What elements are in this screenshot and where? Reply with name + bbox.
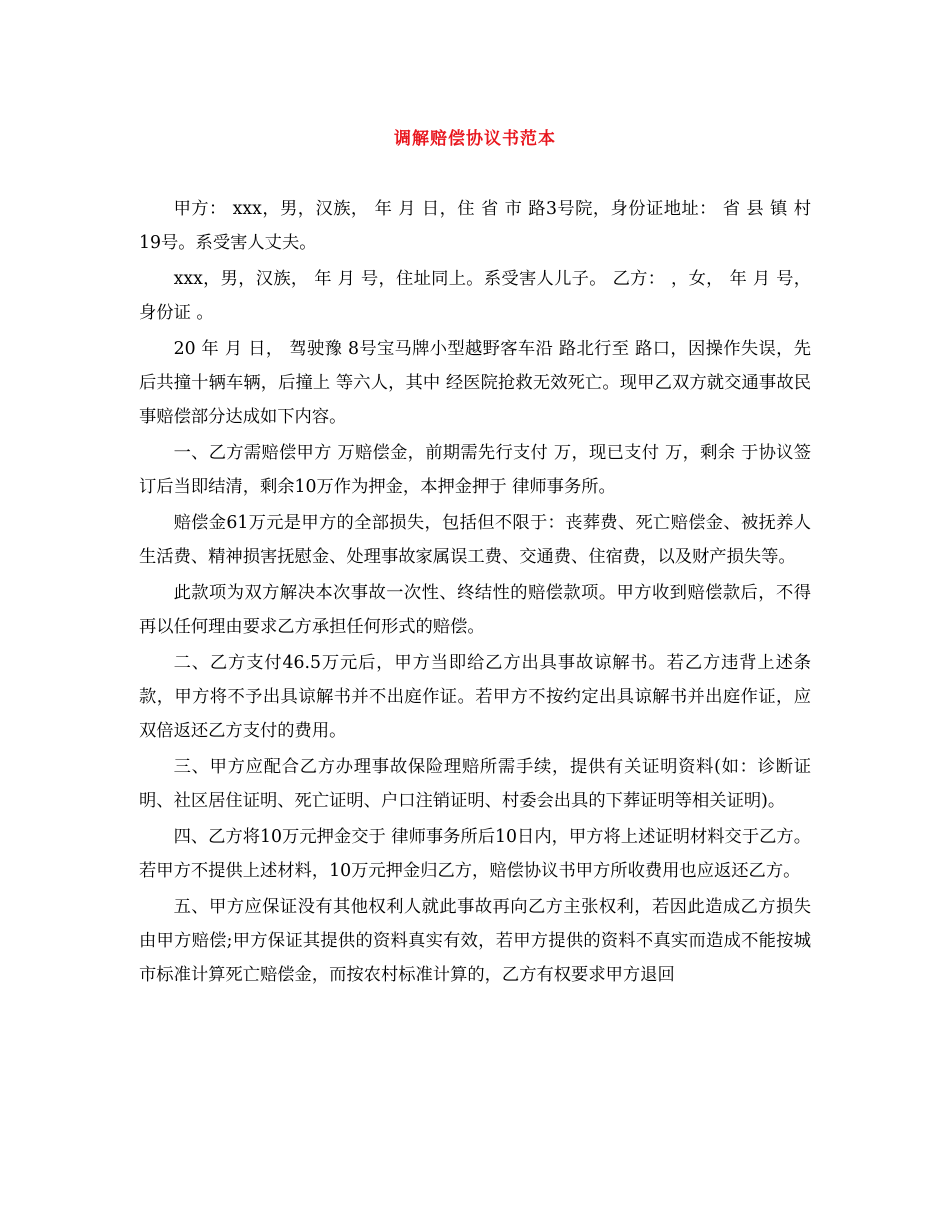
- paragraph-clause-1: 一、乙方需赔偿甲方 万赔偿金，前期需先行支付 万，现已支付 万，剩余 于协议签订后当即结清，剩余10万作为押金，本押金押于 律师事务所。: [139, 443, 811, 497]
- paragraph-compensation-scope: 赔偿金61万元是甲方的全部损失，包括但不限于：丧葬费、死亡赔偿金、被抚养人生活费、精神损害抚慰金、处理事故家属误工费、交通费、住宿费，以及财产损失等。: [139, 513, 811, 567]
- document-body: [139, 192, 811, 994]
- paragraph-party-a: 甲方： xxx，男，汉族， 年 月 日，住 省 市 路3号院，身份证地址： 省 县 镇 村 19号。系受害人丈夫。: [139, 199, 811, 253]
- paragraph-clause-5: 五、甲方应保证没有其他权利人就此事故再向乙方主张权利，若因此造成乙方损失由甲方赔偿;甲方保证其提供的资料真实有效，若甲方提供的资料不真实而造成不能按城市标准计算死亡赔偿金，而按农村标准计算的，乙方有权要求甲方退回: [139, 897, 811, 985]
- paragraph-clause-4: 四、乙方将10万元押金交于 律师事务所后10日内，甲方将上述证明材料交于乙方。若甲方不提供上述材料，10万元押金归乙方，赔偿协议书甲方所收费用也应返还乙方。: [139, 827, 811, 881]
- document-title: 调解赔偿协议书范本: [394, 129, 556, 149]
- paragraph-final-settlement: 此款项为双方解决本次事故一次性、终结性的赔偿款项。甲方收到赔偿款后，不得再以任何理由要求乙方承担任何形式的赔偿。: [139, 583, 811, 637]
- paragraph-clause-2: 二、乙方支付46.5万元后，甲方当即给乙方出具事故谅解书。若乙方违背上述条款，甲方将不予出具谅解书并不出庭作证。若甲方不按约定出具谅解书并出庭作证，应双倍返还乙方支付的费用。: [139, 653, 811, 741]
- paragraph-party-a-son-and-party-b: xxx，男，汉族， 年 月 号，住址同上。系受害人儿子。 乙方： ，女， 年 月 号，身份证 。: [139, 269, 811, 323]
- paragraph-accident-facts: 20 年 月 日， 驾驶豫 8号宝马牌小型越野客车沿 路北行至 路口，因操作失误，先后共撞十辆车辆，后撞上 等六人，其中 经医院抢救无效死亡。现甲乙双方就交通事故民事赔偿部分达成如下内容。: [139, 339, 811, 427]
- paragraph-clause-3: 三、甲方应配合乙方办理事故保险理赔所需手续，提供有关证明资料(如：诊断证明、社区居住证明、死亡证明、户口注销证明、村委会出具的下葬证明等相关证明)。: [139, 757, 811, 811]
